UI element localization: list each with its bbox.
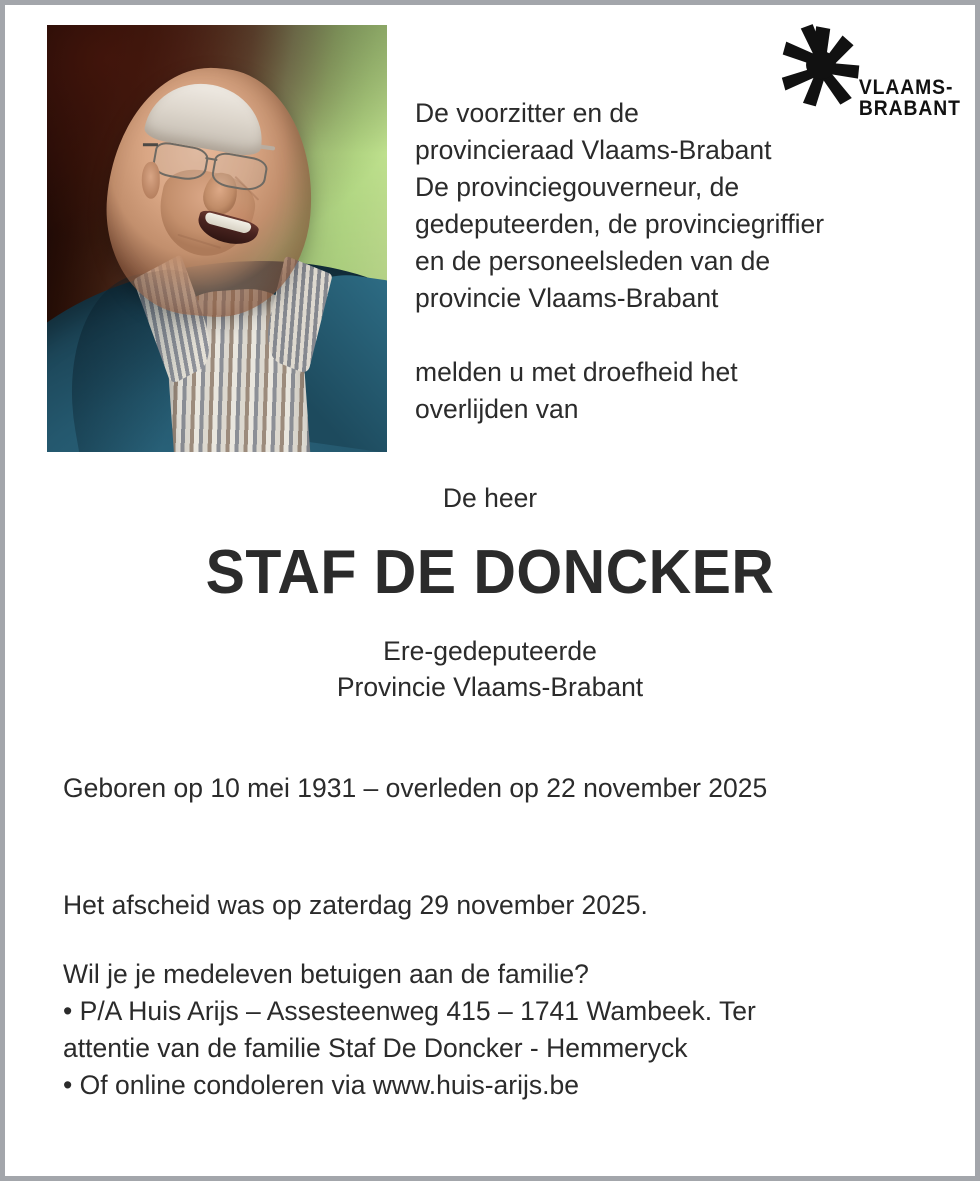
birth-death-dates: Geboren op 10 mei 1931 – overleden op 22 november 2025 [63, 773, 768, 803]
function-line-2: Provincie Vlaams-Brabant [336, 672, 644, 702]
deceased-block [5, 481, 975, 705]
logo-wordmark-line2: BRABANT [859, 97, 961, 120]
portrait-photo [47, 25, 387, 452]
glasses-temple [143, 143, 158, 146]
intro-line-8: overlijden van [415, 394, 579, 424]
intro-line-7: melden u met droefheid het [415, 357, 738, 387]
condolences-address-line-2: attentie van de familie Staf De Doncker - Hemmeryck [63, 1033, 688, 1063]
intro-line-5: en de personeelsleden van de [415, 246, 771, 276]
condolences-block [63, 956, 943, 1104]
condolences-online-link[interactable]: • Of online condoleren via www.huis-arijs.be [63, 1070, 579, 1100]
function-line-1: Ere-gedeputeerde [383, 636, 597, 666]
paragraph-spacer [415, 317, 935, 354]
ear [141, 161, 160, 198]
intro-line-3: De provinciegouverneur, de [415, 172, 740, 202]
logo-wordmark-line1: VLAAMS- [859, 76, 954, 99]
intro-line-4: gedeputeerden, de provinciegriffier [415, 209, 825, 239]
deceased-name: STAF DE DONCKER [205, 538, 775, 607]
intro-line-2: provincieraad Vlaams-Brabant [415, 135, 772, 165]
intro-line-6: provincie Vlaams-Brabant [415, 283, 719, 313]
farewell-note: Het afscheid was op zaterdag 29 november 2025. [63, 890, 648, 920]
salutation: De heer [442, 483, 538, 513]
deceased-function [5, 633, 975, 705]
intro-text [415, 95, 935, 428]
intro-line-1: De voorzitter en de [415, 98, 639, 128]
condolences-address-line-1: • P/A Huis Arijs – Assesteenweg 415 – 1741 Wambeek. Ter [63, 996, 756, 1026]
condolences-question: Wil je je medeleven betuigen aan de familie? [63, 959, 589, 989]
